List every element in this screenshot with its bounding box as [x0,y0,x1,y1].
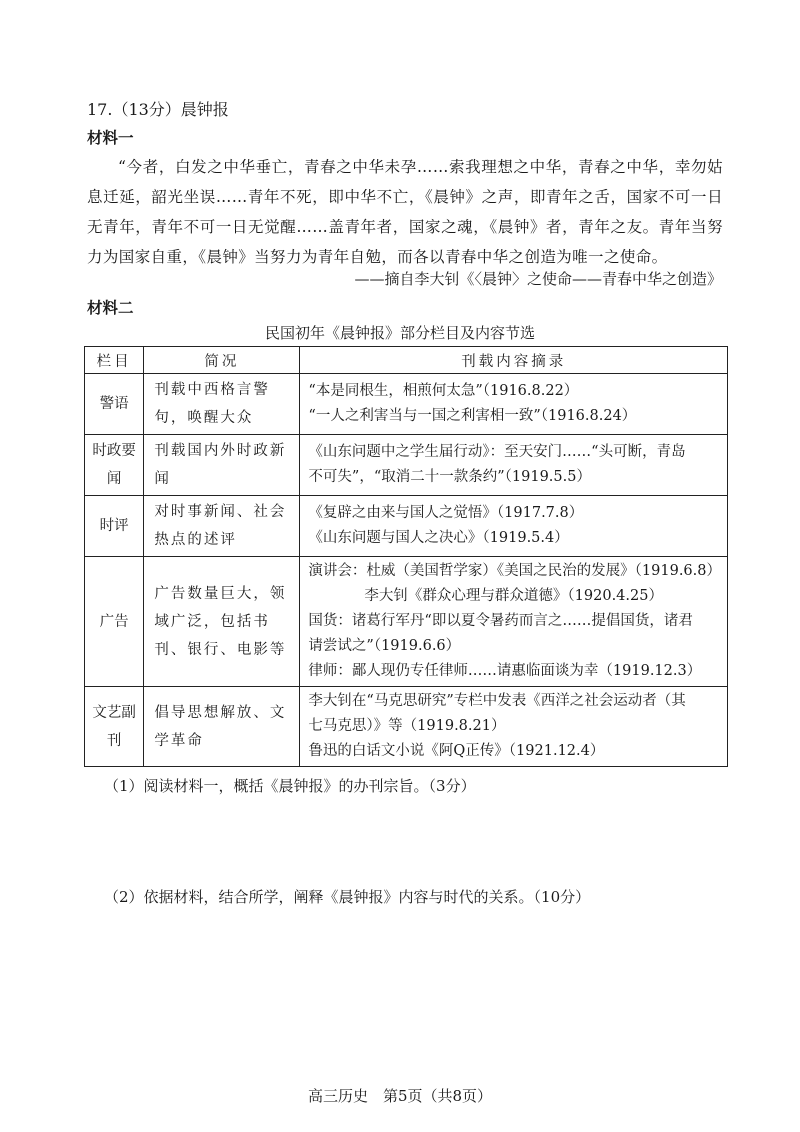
excerpt-line: 国货：诸葛行军丹“即以夏令暑药而言之……提倡国货，诸君 [308,613,693,629]
excerpt-line: 七马克思）》等（1919.8.21） [308,718,506,734]
header-summary: 简况 [144,347,300,374]
excerpt-line: 李大钊《群众心理与群众道德》（1920.4.25） [364,588,663,604]
table-row [85,435,728,496]
row-excerpts [300,374,728,435]
row-excerpts [300,435,728,496]
table-row [85,374,728,435]
question-header: 17.（13分）晨钟报 [87,100,229,119]
row-excerpts [300,496,728,557]
row-column-name: 文艺副刊 [85,687,144,767]
page-footer: 高三历史 第5页（共8页） [307,1087,493,1105]
excerpt-line: “本是同根生，相煎何太急”（1916.8.22） [308,383,579,399]
header-excerpt: 刊载内容摘录 [300,347,728,374]
row-column-name: 时评 [85,496,144,557]
excerpt-line: 《山东问题中之学生届行动》：至天安门……“头可断，青岛 [308,444,686,460]
excerpt-line: 李大钊在“马克思研究”专栏中发表《西洋之社会运动者（其 [308,693,686,709]
table-row [85,496,728,557]
row-column-name: 广告 [85,557,144,687]
table-title: 民国初年《晨钟报》部分栏目及内容节选 [264,324,535,342]
row-column-name: 警语 [85,374,144,435]
table-row [85,557,728,687]
row-summary: 对时事新闻、社会热点的述评 [144,496,300,557]
excerpt-line: 请尝试之”（1919.6.6） [308,638,461,654]
material-1-source: ——摘自李大钊《〈晨钟〉之使命——青春中华之创造》 [354,270,722,288]
material-2-label: 材料二 [87,299,134,317]
row-summary: 刊载国内外时政新闻 [144,435,300,496]
excerpt-line: “一人之利害当与一国之利害相一致”（1916.8.24） [308,408,637,424]
content-table [84,346,728,767]
material-1-label: 材料一 [87,129,134,147]
row-excerpts [300,557,728,687]
subquestion-2: （2）依据材料，结合所学，阐释《晨钟报》内容与时代的关系。（10分） [104,888,591,906]
excerpt-line: 鲁迅的白话文小说《阿Q正传》（1921.12.4） [308,743,605,759]
row-column-name: 时政要闻 [85,435,144,496]
subquestion-1: （1）阅读材料一，概括《晨钟报》的办刊宗旨。（3分） [104,777,476,795]
row-summary: 广告数量巨大，领域广泛，包括书刊、银行、电影等 [144,557,300,687]
excerpt-line: 演讲会：杜威（美国哲学家）《美国之民治的发展》（1919.6.8） [308,563,721,579]
excerpt-line: 不可失”，“取消二十一款条约”（1919.5.5） [308,469,591,485]
row-excerpts [300,687,728,767]
row-summary: 刊载中西格言警句，唤醒大众 [144,374,300,435]
row-summary: 倡导思想解放、文学革命 [144,687,300,767]
excerpt-line: 律师：鄙人现仍专任律师……请惠临面谈为幸（1919.12.3） [308,663,702,679]
material-1-text: “今者，白发之中华垂亡，青春之中华未孕……索我理想之中华，青春之中华，幸勿姑息迁延，韶光坐误……青年不死，即中华不亡，《晨钟》之声，即青年之舌，国家不可一日无青年，青年不可一日无觉醒……盖青年者，国家之魂，《晨钟》者，青年之友。青年当努力为国家自重，《晨钟》当努力为青年自勉，而各以青春中华之创造为唯一之使命。 [87,158,723,266]
table-row [85,687,728,767]
header-column: 栏目 [85,347,144,374]
excerpt-line: 《复辟之由来与国人之觉悟》（1917.7.8） [308,505,584,521]
excerpt-line: 《山东问题与国人之决心》（1919.5.4） [308,530,569,546]
table-header-row [85,347,728,374]
